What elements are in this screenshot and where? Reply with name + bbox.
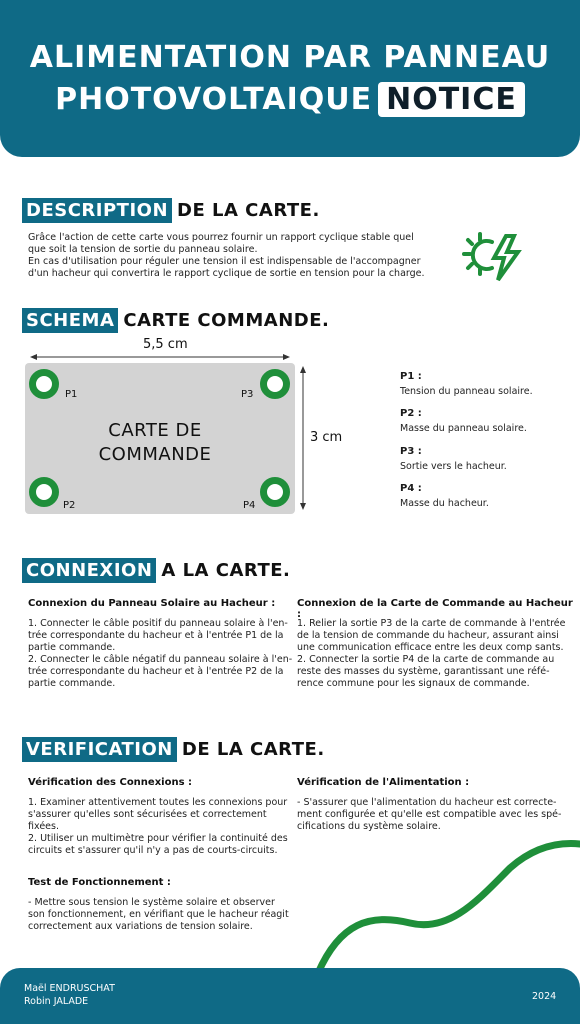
title-line-2-text: PHOTOVOLTAIQUE <box>55 82 373 117</box>
header-banner <box>0 0 580 157</box>
pin-desc-text-p1: Tension du panneau solaire. <box>400 386 533 397</box>
description-line: Grâce l'action de cette carte vous pourrez fournir un rapport cyclique stable quel <box>28 232 414 243</box>
description-badge: DESCRIPTION <box>22 198 172 223</box>
description-heading <box>22 198 320 223</box>
height-label: 3 cm <box>310 430 343 445</box>
connexion-right-text <box>297 618 572 690</box>
connexion-right-line: 1. Relier la sortie P3 de la carte de commande à l'entrée <box>297 618 566 629</box>
height-dimension-arrow <box>296 366 310 510</box>
connexion-left-text <box>28 618 293 690</box>
verification-left-line: 2. Utiliser un multimètre pour vérifier la continuité des <box>28 833 288 844</box>
footer-author-1: Maël ENDRUSCHAT <box>24 983 115 994</box>
pin-desc-text-p3: Sortie vers le hacheur. <box>400 461 507 472</box>
verification-left-line: fixées. <box>28 821 59 832</box>
verification-left-line: circuits et s'assurer qu'il n'y a pas de courts-circuits. <box>28 845 278 856</box>
description-line: que soit la tension de sortie du panneau solaire. <box>28 244 258 255</box>
schema-heading <box>22 308 329 333</box>
pin-label-p4: P4 <box>243 500 256 511</box>
verification-badge: VERIFICATION <box>22 737 177 762</box>
pin-desc-title-p3: P3 : <box>400 446 422 457</box>
command-card <box>25 363 295 514</box>
test-line: son fonctionnement, en vérifiant que le hacheur réagit <box>28 909 289 920</box>
verification-right-line: cifications du système solaire. <box>297 821 441 832</box>
pin-label-p1: P1 <box>65 389 78 400</box>
verification-left-line: 1. Examiner attentivement toutes les connexions pour <box>28 797 288 808</box>
connexion-left-line: 2. Connecter le câble négatif du panneau solaire à l'en- <box>28 654 293 665</box>
schema-badge: SCHEMA <box>22 308 118 333</box>
pin-desc-text-p2: Masse du panneau solaire. <box>400 423 527 434</box>
verification-heading-rest: DE LA CARTE. <box>181 739 325 760</box>
test-line: - Mettre sous tension le système solaire et observer <box>28 897 275 908</box>
footer-banner <box>0 968 580 1024</box>
schema-heading-rest: CARTE COMMANDE. <box>123 310 330 331</box>
connexion-right-line: 2. Connecter la sortie P4 de la carte de commande au <box>297 654 555 665</box>
description-line: d'un hacheur qui convertira le rapport cyclique de sortie en tension pour la charge. <box>28 268 425 279</box>
pin-hole-p3 <box>260 369 290 399</box>
pin-label-p3: P3 <box>241 389 254 400</box>
description-heading-rest: DE LA CARTE. <box>177 200 320 221</box>
connexion-left-title: Connexion du Panneau Solaire au Hacheur : <box>28 598 276 609</box>
card-label-line-1: CARTE DE <box>108 420 202 441</box>
description-text <box>28 232 428 280</box>
connexion-heading-rest: A LA CARTE. <box>161 560 291 581</box>
pin-hole-p1 <box>29 369 59 399</box>
width-dimension-arrow <box>30 350 290 364</box>
connexion-right-line: reste des masses du système, garantissant une réfé- <box>297 666 550 677</box>
connexion-right-line: une communication efficace entre les deux comp sants. <box>297 642 564 653</box>
connexion-left-line: trée correspondante du hacheur et à l'entrée P1 de la <box>28 630 284 641</box>
verification-right-text <box>297 797 572 833</box>
connexion-left-line: trée correspondante du hacheur et à l'entrée P2 de la <box>28 666 284 677</box>
title-line-2 <box>0 82 580 117</box>
connexion-left-line: partie commande. <box>28 678 116 689</box>
verification-left-line: s'assurer qu'elles sont sécurisées et correctement <box>28 809 267 820</box>
verification-right-line: ment configurée et qu'elle est compatible avec les spé- <box>297 809 562 820</box>
test-text <box>28 897 293 933</box>
pin-label-p2: P2 <box>63 500 76 511</box>
pin-desc-title-p1: P1 : <box>400 371 422 382</box>
pin-hole-p2 <box>29 477 59 507</box>
width-label: 5,5 cm <box>143 337 188 352</box>
footer-author-2: Robin JALADE <box>24 996 89 1007</box>
test-line: correctement aux variations de tension solaire. <box>28 921 253 932</box>
connexion-left-line: partie commande. <box>28 642 116 653</box>
verification-right-title: Vérification de l'Alimentation : <box>297 777 470 788</box>
pin-desc-title-p2: P2 : <box>400 408 422 419</box>
solar-energy-icon <box>462 228 524 290</box>
connexion-right-title: Connexion de la Carte de Commande au Hacheur : <box>297 598 573 620</box>
decorative-swoosh <box>300 838 580 978</box>
pin-desc-title-p4: P4 : <box>400 483 422 494</box>
verification-left-title: Vérification des Connexions : <box>28 777 193 788</box>
card-label-line-2: COMMANDE <box>98 444 212 465</box>
test-title: Test de Fonctionnement : <box>28 877 171 888</box>
description-line: En cas d'utilisation pour réguler une tension il est indispensable de l'accompagner <box>28 256 421 267</box>
footer-year: 2024 <box>532 991 557 1002</box>
title-line-1: ALIMENTATION PAR PANNEAU <box>29 40 551 75</box>
verification-left-text <box>28 797 293 857</box>
connexion-badge: CONNEXION <box>22 558 156 583</box>
connexion-right-line: de la tension de commande du hacheur, assurant ainsi <box>297 630 559 641</box>
pin-desc-text-p4: Masse du hacheur. <box>400 498 489 509</box>
connexion-left-line: 1. Connecter le câble positif du panneau solaire à l'en- <box>28 618 288 629</box>
verification-heading <box>22 737 325 762</box>
notice-badge: NOTICE <box>378 82 525 117</box>
pin-hole-p4 <box>260 477 290 507</box>
connexion-heading <box>22 558 290 583</box>
verification-right-line: - S'assurer que l'alimentation du hacheur est correcte- <box>297 797 557 808</box>
connexion-right-line: rence commune pour les signaux de commande. <box>297 678 530 689</box>
